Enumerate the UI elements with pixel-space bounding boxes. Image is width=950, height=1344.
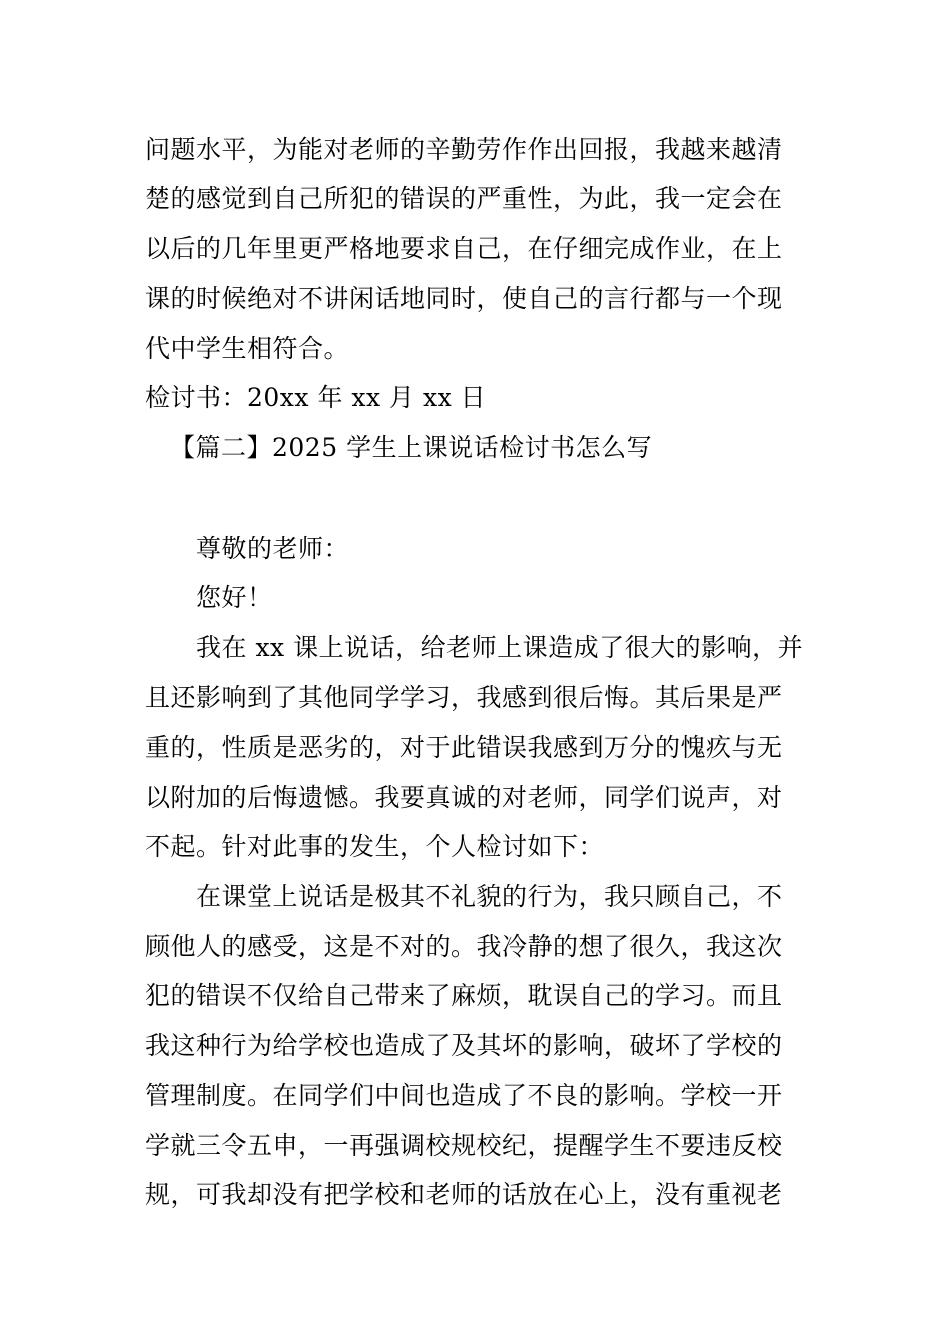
paragraph-3-line-7: 规，可我却没有把学校和老师的话放在心上，没有重视老	[145, 1180, 783, 1209]
signature-line: 检讨书：20xx 年 xx 月 xx 日	[145, 383, 487, 412]
paragraph-3-line-1: 在课堂上说话是极其不礼貌的行为，我只顾自己，不	[196, 882, 783, 911]
paragraph-3-line-2: 顾他人的感受，这是不对的。我冷静的想了很久，我这次	[145, 932, 783, 961]
paragraph-2-line-1: 我在 xx 课上说话，给老师上课造成了很大的影响，并	[196, 633, 804, 662]
paragraph-2-line-5: 不起。针对此事的发生，个人检讨如下：	[145, 832, 605, 861]
salutation: 尊敬的老师：	[196, 534, 350, 563]
paragraph-2-line-3: 重的，性质是恶劣的，对于此错误我感到万分的愧疚与无	[145, 733, 783, 762]
section-heading: 【篇二】2025 学生上课说话检讨书怎么写	[170, 433, 653, 462]
paragraph-2-line-4: 以附加的后悔遗憾。我要真诚的对老师，同学们说声，对	[145, 783, 783, 812]
paragraph-1-line-1: 问题水平，为能对老师的辛勤劳作作出回报，我越来越清	[145, 135, 783, 164]
paragraph-1-line-2: 楚的感觉到自己所犯的错误的严重性，为此，我一定会在	[145, 184, 783, 213]
paragraph-3-line-6: 学就三令五申，一再强调校规校纪，提醒学生不要违反校	[145, 1131, 783, 1160]
paragraph-1-line-5: 代中学生相符合。	[145, 334, 350, 363]
greeting: 您好！	[196, 583, 273, 612]
paragraph-2-line-2: 且还影响到了其他同学学习，我感到很后悔。其后果是严	[145, 683, 783, 712]
paragraph-3-line-4: 我这种行为给学校也造成了及其坏的影响，破坏了学校的	[145, 1031, 783, 1060]
paragraph-1-line-3: 以后的几年里更严格地要求自己，在仔细完成作业，在上	[145, 234, 783, 263]
paragraph-1-line-4: 课的时候绝对不讲闲话地同时，使自己的言行都与一个现	[145, 284, 783, 313]
paragraph-3-line-5: 管理制度。在同学们中间也造成了不良的影响。学校一开	[145, 1081, 783, 1110]
paragraph-3-line-3: 犯的错误不仅给自己带来了麻烦，耽误自己的学习。而且	[145, 981, 783, 1010]
